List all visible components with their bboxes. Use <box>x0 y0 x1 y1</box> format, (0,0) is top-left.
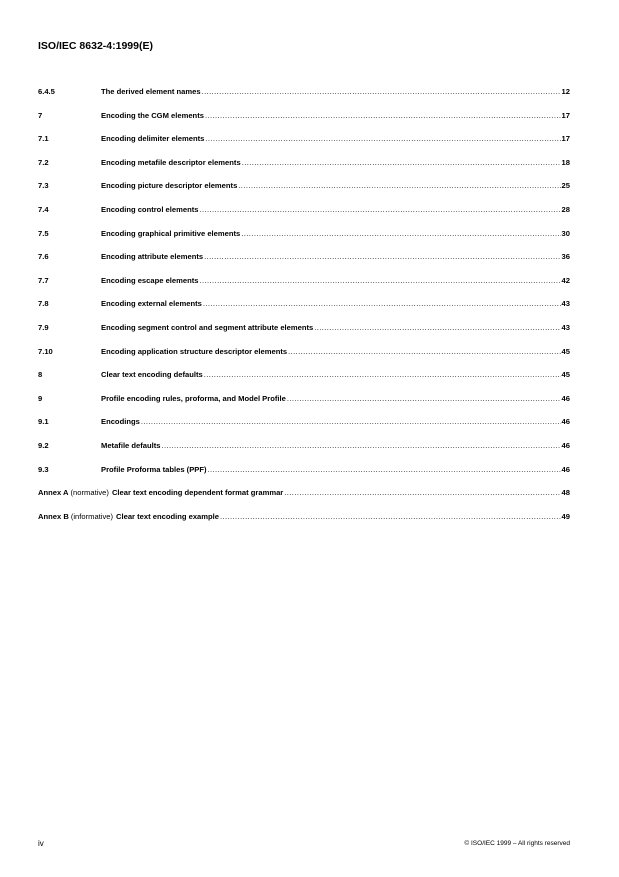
toc-entry-page: 49 <box>561 511 570 521</box>
toc-entry-number: 7.2 <box>38 157 49 167</box>
toc-entry[interactable] <box>38 370 570 394</box>
toc-entry-number: 9.1 <box>38 417 49 427</box>
toc-dot-leader <box>204 370 561 379</box>
toc-entry-title: Encoding control elements <box>101 204 199 214</box>
toc-entry-number: 7.6 <box>38 252 49 262</box>
toc-dot-leader <box>288 347 560 356</box>
toc-dot-leader <box>220 512 561 521</box>
toc-dot-leader <box>241 229 560 238</box>
toc-entry-page: 48 <box>561 488 570 498</box>
toc-entry-number: 9 <box>38 393 43 403</box>
toc-dot-leader <box>208 465 561 474</box>
toc-entry-page: 12 <box>561 87 570 96</box>
toc-entry-page: 30 <box>561 228 570 238</box>
toc-entry-title: Encoding delimiter elements <box>101 134 205 144</box>
toc-entry[interactable] <box>38 158 570 182</box>
annex-kind: (informative) <box>70 511 114 521</box>
toc-dot-leader <box>162 441 561 450</box>
toc-entry-page: 46 <box>561 393 570 403</box>
annex-label: Annex B <box>38 511 69 521</box>
toc-annex-entry[interactable] <box>38 512 570 536</box>
toc-entry-number: 7.4 <box>38 204 49 214</box>
toc-entry-page: 18 <box>561 157 570 167</box>
toc-entry-page: 17 <box>561 110 570 120</box>
toc-dot-leader <box>203 299 561 308</box>
toc-entry-page: 46 <box>561 440 570 450</box>
toc-dot-leader <box>205 111 561 120</box>
toc-entry[interactable] <box>38 394 570 418</box>
toc-entry[interactable] <box>38 299 570 323</box>
toc-entry-page: 45 <box>561 346 570 356</box>
toc-entry[interactable] <box>38 441 570 465</box>
toc-entry-title: Encoding attribute elements <box>101 252 204 262</box>
toc-dot-leader <box>242 158 561 167</box>
annex-title: Clear text encoding example <box>116 511 219 521</box>
toc-entry-number: 7.3 <box>38 181 49 191</box>
toc-dot-leader <box>202 87 561 96</box>
toc-entry-page: 45 <box>561 370 570 380</box>
toc-entry[interactable] <box>38 87 570 111</box>
toc-annex-entry[interactable] <box>38 488 570 512</box>
toc-entry-title: Encoding segment control and segment attribute elements <box>101 322 314 332</box>
toc-entry-number: 7 <box>38 110 43 120</box>
toc-entry-title: Encoding graphical primitive elements <box>101 228 241 238</box>
toc-entry-number: 7.8 <box>38 299 49 309</box>
toc-dot-leader <box>199 205 560 214</box>
annex-label: Annex A <box>38 488 69 498</box>
toc-dot-leader <box>200 276 561 285</box>
toc-entry-title: Encoding picture descriptor elements <box>101 181 238 191</box>
toc-entry-title: Clear text encoding defaults <box>101 370 203 380</box>
annex-title: Clear text encoding dependent format grammar <box>111 488 284 498</box>
toc-entry-page: 46 <box>561 464 570 474</box>
toc-entry-number: 7.10 <box>38 346 53 356</box>
document-id-header: ISO/IEC 8632-4:1999(E) <box>38 40 153 52</box>
toc-entry[interactable] <box>38 276 570 300</box>
toc-dot-leader <box>314 323 560 332</box>
annex-kind: (normative) <box>70 488 109 498</box>
toc-entry-page: 43 <box>561 299 570 309</box>
toc-entry-number: 9.2 <box>38 440 49 450</box>
copyright-notice: © ISO/IEC 1999 – All rights reserved <box>464 840 570 847</box>
toc-entry-title: Encoding escape elements <box>101 275 199 285</box>
toc-dot-leader <box>204 252 560 261</box>
toc-entry-page: 42 <box>561 275 570 285</box>
toc-entry-number: 7.1 <box>38 134 49 144</box>
toc-entry[interactable] <box>38 465 570 489</box>
toc-entry-page: 46 <box>561 417 570 427</box>
toc-entry[interactable] <box>38 252 570 276</box>
toc-entry[interactable] <box>38 134 570 158</box>
toc-entry-number: 6.4.5 <box>38 87 55 96</box>
toc-entry-page: 17 <box>561 134 570 144</box>
toc-entry-title: Metafile defaults <box>101 440 161 450</box>
toc-entry-page: 28 <box>561 204 570 214</box>
toc-entry-number: 9.3 <box>38 464 49 474</box>
toc-entry[interactable] <box>38 229 570 253</box>
toc-entry-title: Encodings <box>101 417 140 427</box>
toc-entry[interactable] <box>38 417 570 441</box>
toc-entry-title: Encoding application structure descriptor elements <box>101 346 288 356</box>
toc-dot-leader <box>284 488 560 497</box>
toc-entry-page: 25 <box>561 181 570 191</box>
toc-entry-number: 7.9 <box>38 322 49 332</box>
toc-dot-leader <box>238 181 560 190</box>
toc-entry-title: Encoding external elements <box>101 299 202 309</box>
toc-dot-leader <box>287 394 561 403</box>
toc-dot-leader <box>205 134 560 143</box>
table-of-contents <box>38 87 570 535</box>
toc-entry[interactable] <box>38 323 570 347</box>
toc-entry-page: 43 <box>561 322 570 332</box>
toc-entry-page: 36 <box>561 252 570 262</box>
toc-dot-leader <box>141 417 561 426</box>
toc-entry[interactable] <box>38 347 570 371</box>
toc-entry[interactable] <box>38 111 570 135</box>
toc-entry[interactable] <box>38 205 570 229</box>
page-number: iv <box>38 839 44 848</box>
toc-entry-title: Encoding metafile descriptor elements <box>101 157 241 167</box>
toc-entry-number: 8 <box>38 370 43 380</box>
toc-entry-title: Profile Proforma tables (PPF) <box>101 464 207 474</box>
toc-entry-number: 7.7 <box>38 275 49 285</box>
toc-entry-title: Profile encoding rules, proforma, and Model Profile <box>101 393 286 403</box>
toc-entry-title: Encoding the CGM elements <box>101 110 204 120</box>
toc-entry[interactable] <box>38 181 570 205</box>
toc-entry-number: 7.5 <box>38 228 49 238</box>
toc-entry-title: The derived element names <box>101 87 201 96</box>
